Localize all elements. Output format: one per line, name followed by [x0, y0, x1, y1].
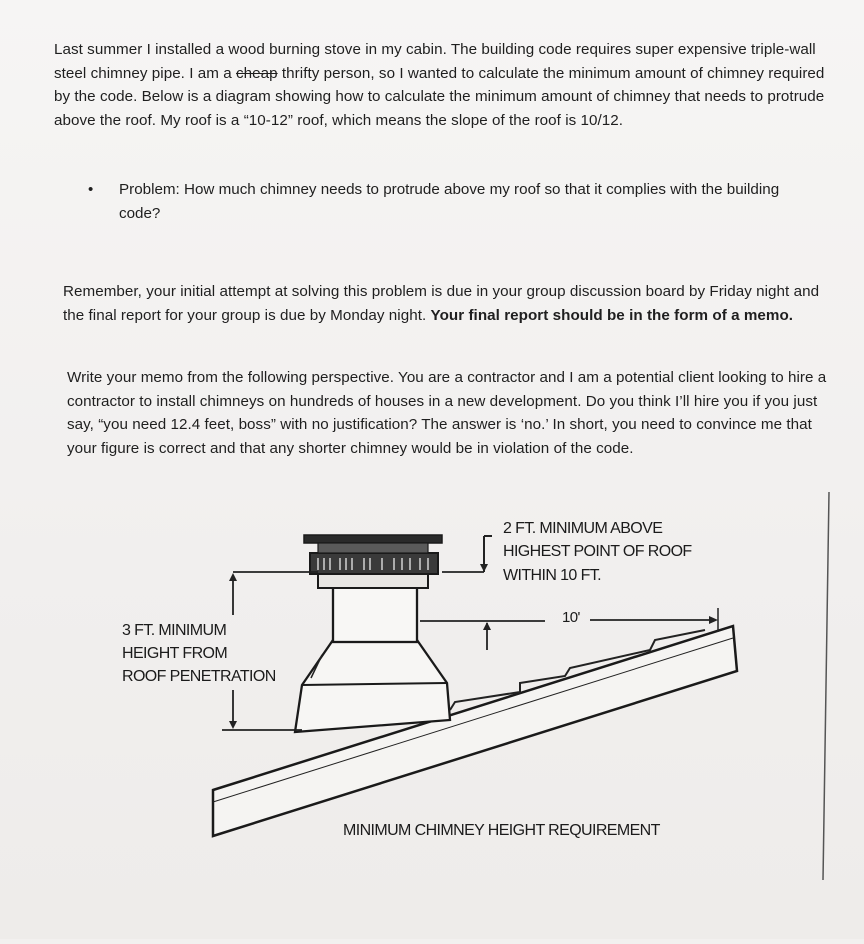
- bullet-marker: •: [88, 181, 94, 198]
- chimney-cap-vents: [310, 553, 438, 574]
- roof-surface-line: [213, 638, 733, 802]
- label-2ft-line2: HIGHEST POINT OF ROOF: [503, 543, 692, 560]
- label-3ft-line3: ROOF PENETRATION: [122, 668, 276, 685]
- chimney-flashing: [295, 640, 450, 732]
- label-3ft-line2: HEIGHT FROM: [122, 645, 228, 662]
- chimney-drawing: [0, 480, 864, 939]
- chimney-cap-rim: [318, 543, 428, 553]
- chimney-pipe: [333, 587, 417, 642]
- intro-text-part1: Last summer I installed a wood burning stove in my cabin. The building code requires super expensive triple-wall steel chimney pipe. I am a: [54, 41, 816, 82]
- chimney-diagram: [0, 480, 864, 939]
- memo-paragraph: Write your memo from the following perspective. You are a contractor and I am a potential client looking to hire a contractor to install chimneys on hundreds of houses in a new development. Do you think I’ll hire you if you just say, “you need 12.4 feet, boss” with no justification? The answer is ‘no.’ In short, you need to convince me that your figure is correct and that any shorter chimney would be in violation of the code.: [67, 369, 827, 457]
- intro-paragraph: [54, 38, 844, 132]
- remember-bold-text: Your final report should be in the form of a memo.: [430, 306, 794, 324]
- label-2ft-line1: 2 FT. MINIMUM ABOVE: [503, 520, 663, 537]
- struck-word: cheap: [236, 64, 278, 82]
- chimney-cap-top: [304, 535, 442, 543]
- diagram-caption: MINIMUM CHIMNEY HEIGHT REQUIREMENT: [343, 822, 660, 839]
- roof-slab: [213, 626, 737, 836]
- label-2ft-line3: WITHIN 10 FT.: [503, 567, 601, 584]
- problem-text: Problem: How much chimney needs to protrude above my roof so that it complies with the building code?: [119, 181, 780, 222]
- remember-text: Remember, your initial attempt at solving this problem is due in your group discussion board by Friday night and the final report for your group is due by Monday night.: [63, 283, 820, 324]
- label-10ft: 10': [562, 609, 580, 626]
- intro-text-part2: thrifty person, so I wanted to calculate the minimum amount of chimney required by the code. Below is a diagram showing how to calculate the minimum amount of chimney that needs to protrude above the roof. My roof is a “10-12” roof, which means the slope of the roof is 10/12.: [54, 64, 825, 129]
- page-edge-line: [823, 492, 829, 880]
- remember-paragraph: [63, 280, 833, 327]
- label-3ft-line1: 3 FT. MINIMUM: [122, 622, 227, 639]
